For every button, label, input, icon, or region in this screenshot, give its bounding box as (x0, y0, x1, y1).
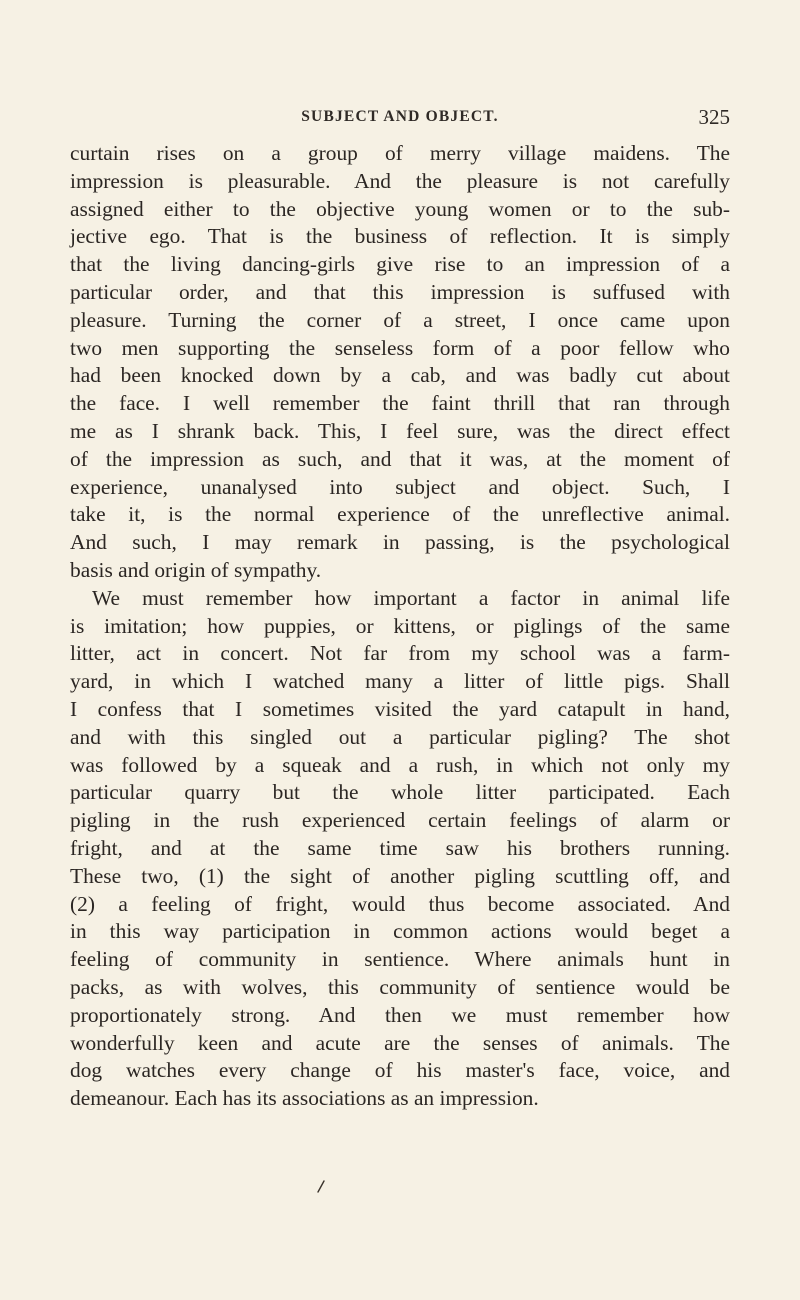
text-line: basis and origin of sympathy. (70, 557, 322, 582)
text-line: litter, act in concert. Not far from my school was a farm- (70, 641, 730, 666)
text-line: that the living dancing-girls give rise to an impression of a (70, 252, 730, 277)
paragraph-2 (70, 585, 730, 1113)
text-line: We must remember how important a factor in animal life (92, 585, 730, 610)
running-head (70, 105, 730, 138)
text-line: take it, is the normal experience of the unreflective animal. (70, 502, 730, 527)
text-line: assigned either to the objective young women or to the sub- (70, 196, 730, 221)
text-line: two men supporting the senseless form of a poor fellow who (70, 335, 730, 360)
page-number: 325 (698, 105, 730, 129)
text-line: fright, and at the same time saw his brothers running. (70, 835, 730, 860)
ink-mark-icon (316, 1180, 326, 1194)
text-line: and with this singled out a particular pigling? The shot (70, 724, 730, 749)
text-line: proportionately strong. And then we must remember how (70, 1002, 730, 1027)
text-line: is imitation; how puppies, or kittens, or piglings of the same (70, 613, 730, 638)
text-line: in this way participation in common actions would beget a (70, 919, 730, 944)
text-line: particular order, and that this impression is suffused with (70, 279, 730, 304)
text-line: particular quarry but the whole litter participated. Each (70, 780, 730, 805)
text-line: And such, I may remark in passing, is the psychological (70, 530, 730, 555)
text-line: impression is pleasurable. And the pleasure is not carefully (70, 168, 730, 193)
text-line: curtain rises on a group of merry village maidens. The (70, 141, 730, 165)
text-line: was followed by a squeak and a rush, in which not only my (70, 752, 730, 777)
text-line: pigling in the rush experienced certain feelings of alarm or (70, 808, 730, 833)
text-line: dog watches every change of his master's face, voice, and (70, 1058, 730, 1083)
text-line: had been knocked down by a cab, and was badly cut about (70, 363, 730, 388)
text-line: I confess that I sometimes visited the yard catapult in hand, (70, 696, 730, 721)
body-text (70, 140, 730, 1113)
paragraph-1 (70, 140, 730, 585)
text-line: demeanour. Each has its associations as an impression. (70, 1086, 539, 1111)
text-line: experience, unanalysed into subject and object. Such, I (70, 474, 730, 499)
text-line: feeling of community in sentience. Where animals hunt in (70, 947, 730, 972)
text-line: These two, (1) the sight of another pigling scuttling off, and (70, 863, 730, 888)
text-line: jective ego. That is the business of reflection. It is simply (70, 224, 730, 249)
text-line: the face. I well remember the faint thrill that ran through (70, 391, 730, 416)
text-line: packs, as with wolves, this community of sentience would be (70, 974, 730, 999)
text-line: yard, in which I watched many a litter of little pigs. Shall (70, 669, 730, 694)
text-line: pleasure. Turning the corner of a street, I once came upon (70, 307, 730, 332)
text-line: me as I shrank back. This, I feel sure, was the direct effect (70, 418, 730, 443)
text-line: (2) a feeling of fright, would thus become associated. And (70, 891, 730, 916)
text-line: of the impression as such, and that it was, at the moment of (70, 446, 730, 471)
text-line: wonderfully keen and acute are the senses of animals. The (70, 1030, 730, 1055)
running-head-title: SUBJECT AND OBJECT. (301, 108, 499, 125)
